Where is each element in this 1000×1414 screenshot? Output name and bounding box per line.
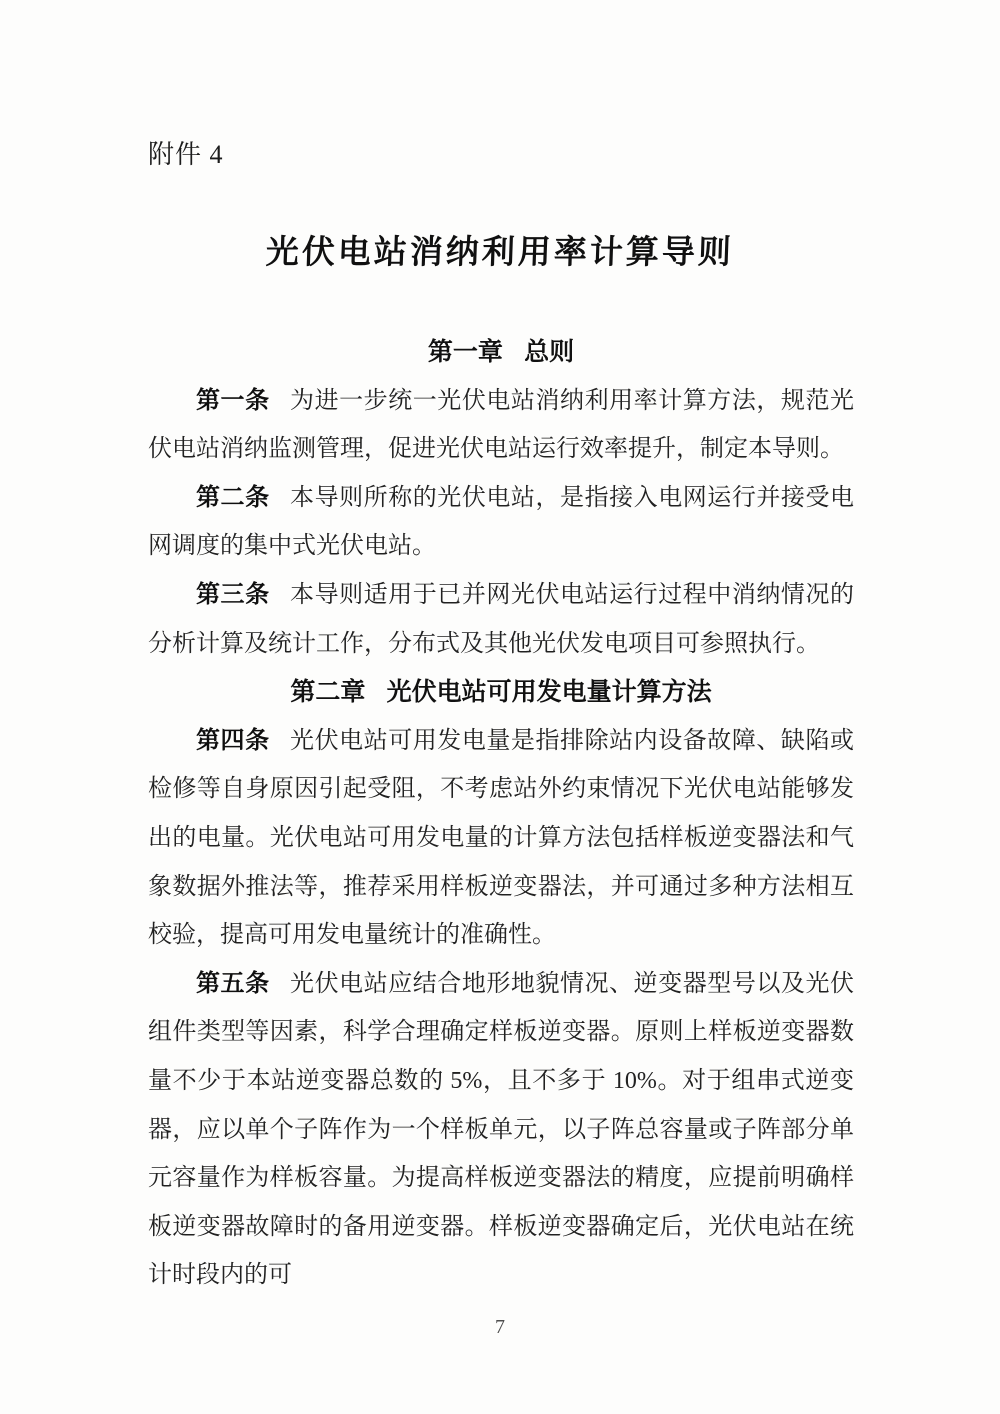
page-number: 7 [495,1316,505,1338]
article-3-paragraph [148,571,854,668]
article-1-paragraph [148,377,854,474]
document-body [148,328,854,1300]
article-4-label: 第四条 [196,726,270,754]
article-5-paragraph [148,960,854,1300]
article-2-paragraph [148,474,854,571]
chapter-1-title: 总则 [524,338,575,366]
article-2-text: 本导则所称的光伏电站，是指接入电网运行并接受电网调度的集中式光伏电站。 [148,484,855,560]
chapter-1-number: 第一章 [427,338,503,366]
chapter-heading-2 [148,668,854,717]
article-2-label: 第二条 [196,483,270,511]
article-1-text: 为进一步统一光伏电站消纳利用率计算方法，规范光伏电站消纳监测管理，促进光伏电站运行效率提升，制定本导则。 [148,387,855,463]
article-1-label: 第一条 [196,386,270,414]
article-4-paragraph [148,717,854,960]
chapter-2-title: 光伏电站可用发电量计算方法 [386,678,712,707]
article-5-label: 第五条 [196,969,270,997]
article-5-text: 光伏电站应结合地形地貌情况、逆变器型号以及光伏组件类型等因素，科学合理确定样板逆变器。原则上样板逆变器数量不少于本站逆变器总数的 5%，且不多于 10%。对于组串式逆变器，应以单个子阵作为一个样板单元，以子阵总容量或子阵部分单元容量作为样板容量。为提高样板逆变器法的精度，应提前明确样板逆变器故障时的备用逆变器。样板逆变器确定后，光伏电站在统计时段内的可 [148,970,855,1289]
chapter-heading-1 [148,328,854,377]
article-3-text: 本导则适用于已并网光伏电站运行过程中消纳情况的分析计算及统计工作，分布式及其他光伏发电项目可参照执行。 [148,581,855,657]
article-4-text: 光伏电站可用发电量是指排除站内设备故障、缺陷或检修等自身原因引起受阻，不考虑站外约束情况下光伏电站能够发出的电量。光伏电站可用发电量的计算方法包括样板逆变器法和气象数据外推法等，推荐采用样板逆变器法，并可通过多种方法相互校验，提高可用发电量统计的准确性。 [148,727,855,949]
attachment-label: 附件 4 [148,140,224,169]
article-3-label: 第三条 [196,580,270,608]
chapter-2-number: 第二章 [290,678,366,707]
document-title: 光伏电站消纳利用率计算导则 [265,235,735,271]
